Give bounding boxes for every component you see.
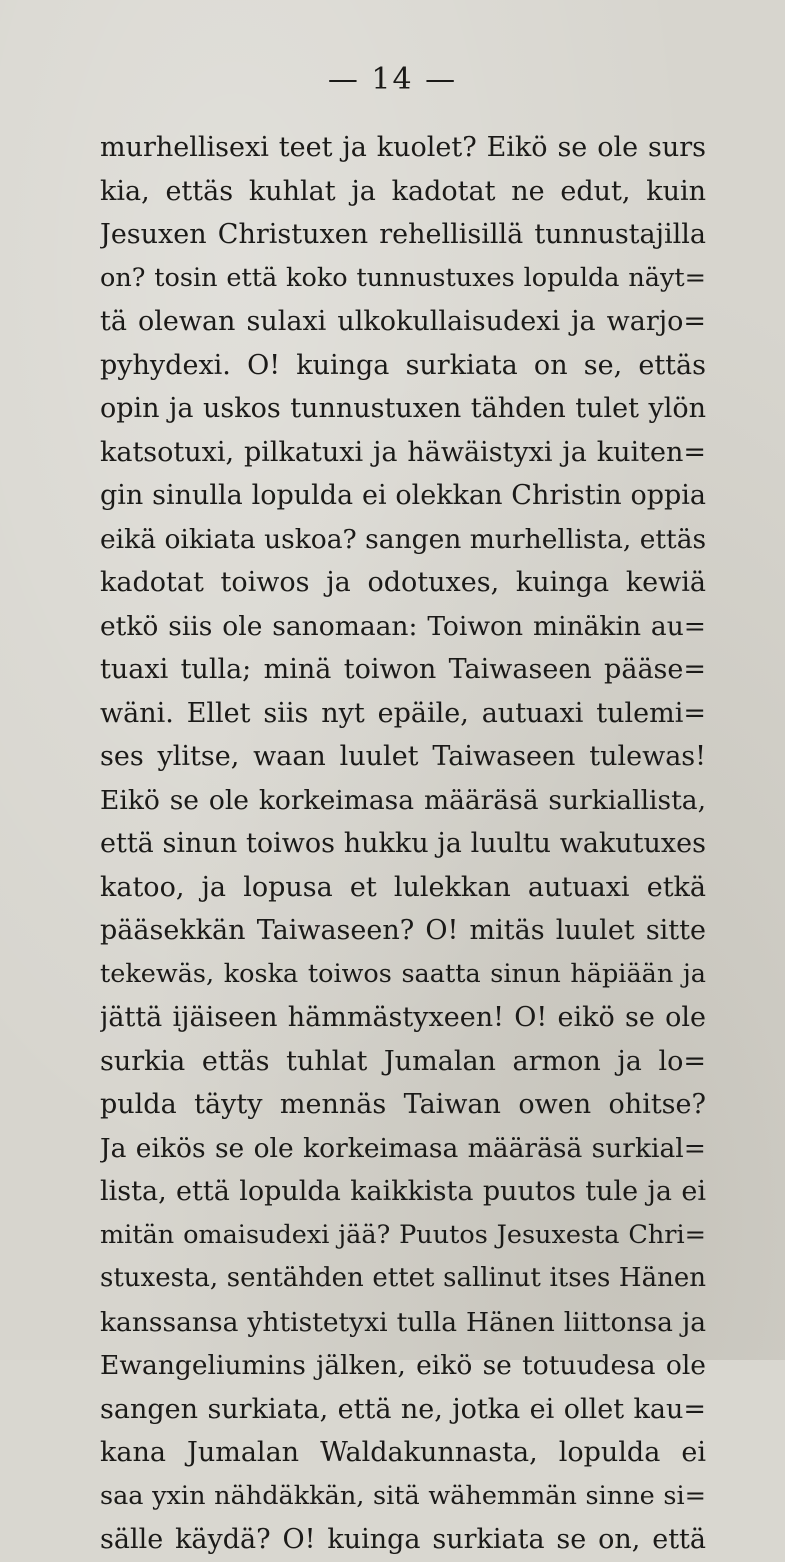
text-line: että sinun toiwos hukku ja luultu wakutuxes <box>100 828 706 859</box>
text-line: kadotat toiwos ja odotuxes, kuinga kewiä <box>100 567 706 598</box>
text-line: kanssansa yhtistetyxi tulla Hänen liittonsa ja <box>100 1306 706 1338</box>
text-line: Ewangeliumins jälken, eikö se totuudesa ole <box>100 1350 706 1381</box>
text-line: gin sinulla lopulda ei olekkan Christin oppia <box>100 480 706 511</box>
text-line: surkia ettäs tuhlat Jumalan armon ja lo= <box>100 1045 706 1077</box>
text-line: jättä ijäiseen hämmästyxeen! O! eikö se ole <box>100 1002 706 1033</box>
text-line: pyhydexi. O! kuinga surkiata on se, ettäs <box>100 349 706 381</box>
text-line: Jesuxen Christuxen rehellisillä tunnustajilla <box>100 219 706 250</box>
text-line: stuxesta, sentähden ettet sallinut itses Hänen <box>100 1263 706 1293</box>
text-line: wäni. Ellet siis nyt epäile, autuaxi tulemi= <box>100 697 706 729</box>
text-line: murhellisexi teet ja kuolet? Eikö se ole surs <box>100 132 706 163</box>
text-line: Eikö se ole korkeimasa määräsä surkiallista, <box>100 784 706 816</box>
text-line: sangen surkiata, että ne, jotka ei ollet kau= <box>100 1393 706 1425</box>
page-number-header: — 14 — <box>327 62 458 97</box>
text-line: ses ylitse, waan luulet Taiwaseen tulewas! <box>100 741 706 772</box>
text-line: saa yxin nähdäkkän, sitä wähemmän sinne si= <box>100 1480 706 1511</box>
text-line: lista, että lopulda kaikkista puutos tule ja ei <box>100 1176 706 1207</box>
text-line: tekewäs, koska toiwos saatta sinun häpiään ja <box>100 958 706 989</box>
text-line: pulda täyty mennäs Taiwan owen ohitse? <box>100 1089 706 1120</box>
text-line: etkö siis ole sanomaan: Toiwon minäkin au= <box>100 610 706 642</box>
text-line: eikä oikiata uskoa? sangen murhellista, ettäs <box>100 523 706 555</box>
text-line: tuaxi tulla; minä toiwon Taiwaseen pääse= <box>100 654 706 685</box>
text-line: tä olewan sulaxi ulkokullaisudexi ja warjo= <box>100 306 706 337</box>
text-line: kia, ettäs kuhlat ja kadotat ne edut, kuin <box>100 175 706 207</box>
text-line: pääsekkän Taiwaseen? O! mitäs luulet sitte <box>100 915 706 946</box>
text-line: kana Jumalan Waldakunnasta, lopulda ei <box>100 1437 706 1468</box>
text-line: sälle käydä? O! kuinga surkiata se on, että <box>100 1524 706 1555</box>
text-line: on? tosin että koko tunnustuxes lopulda näyt= <box>100 262 706 293</box>
text-line: Ja eikös se ole korkeimasa määräsä surkial= <box>100 1132 706 1164</box>
text-line: katsotuxi, pilkatuxi ja häwäistyxi ja kuiten= <box>100 436 706 468</box>
text-line: mitän omaisudexi jää? Puutos Jesuxesta Chri= <box>100 1219 706 1250</box>
text-line: katoo, ja lopusa et lulekkan autuaxi etkä <box>100 871 706 903</box>
page-body-text <box>100 126 706 1562</box>
text-line: opin ja uskos tunnustuxen tähden tulet ylön <box>100 393 706 424</box>
